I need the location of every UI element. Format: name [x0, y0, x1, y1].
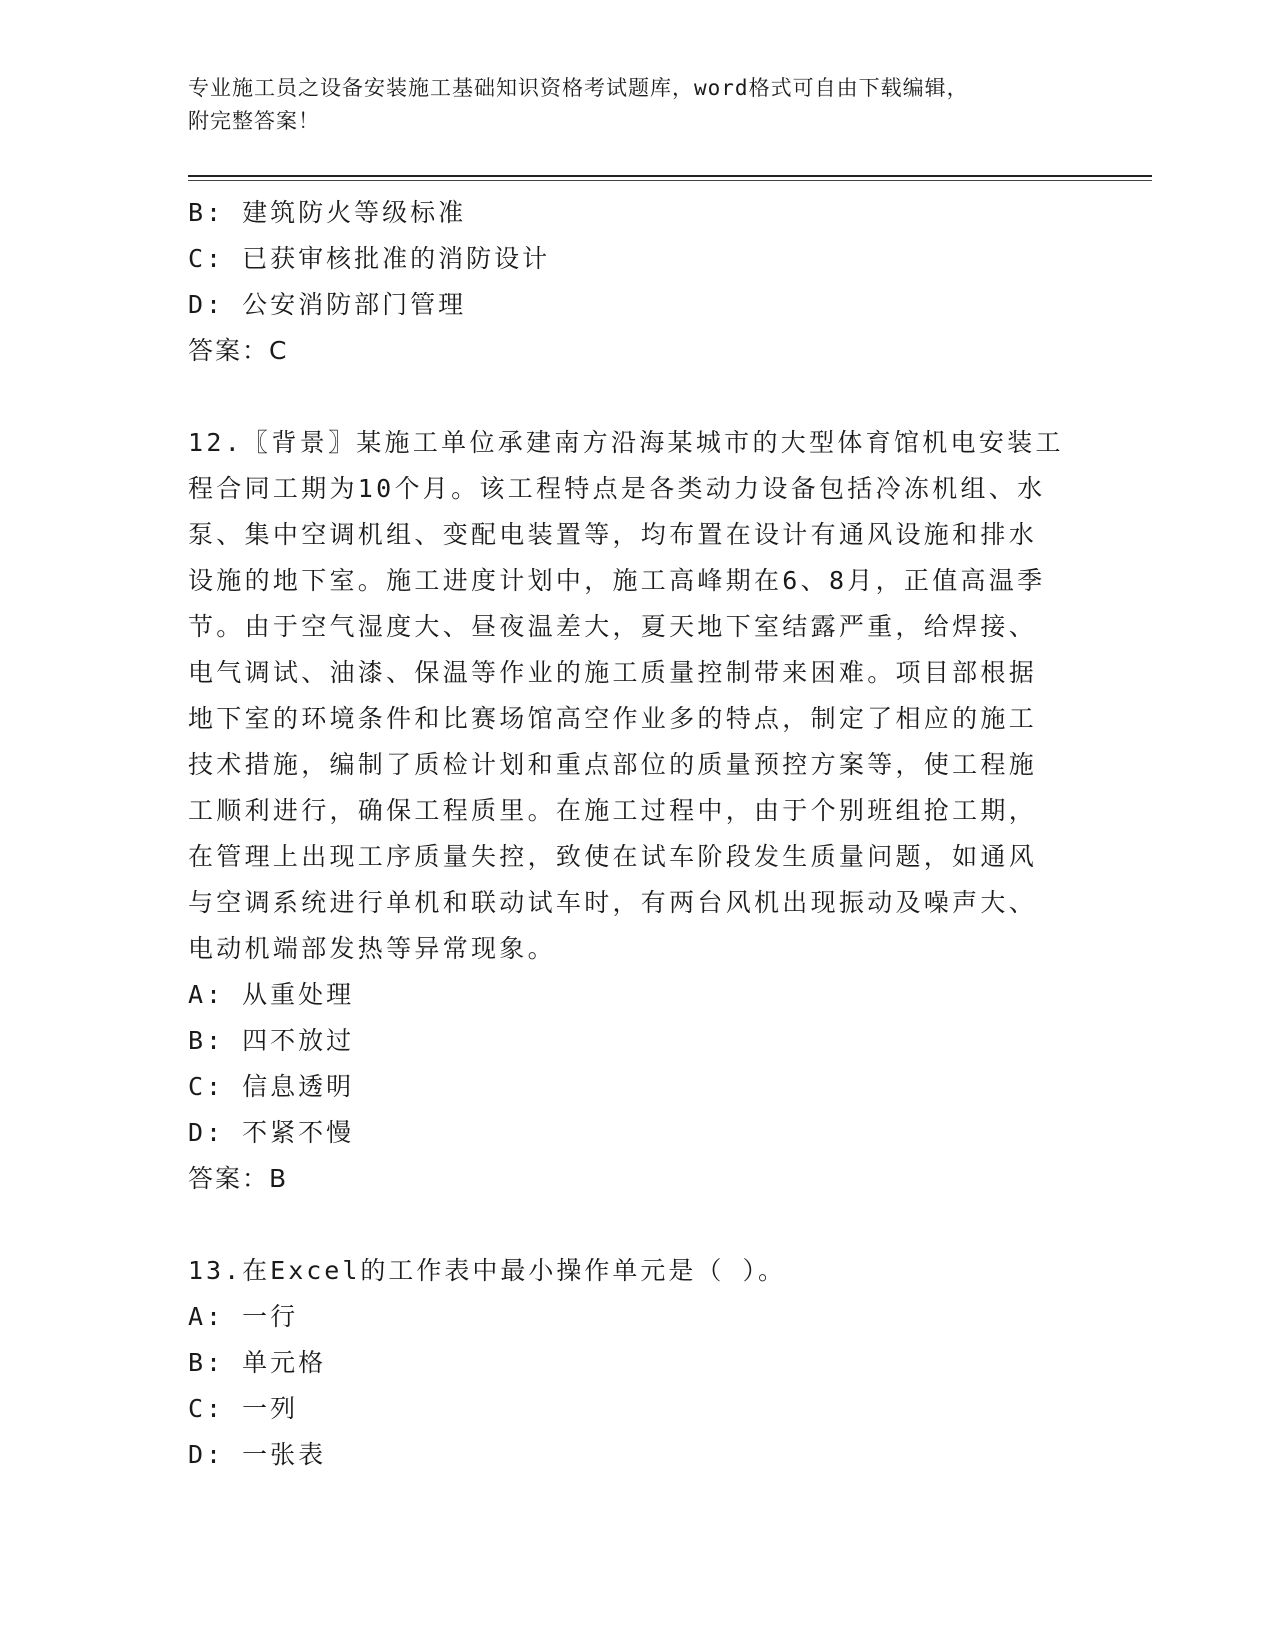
question-13-option-b: B: 单元格 — [188, 1348, 327, 1377]
question-12-stem-line: 12.〖背景〗某施工单位承建南方沿海某城市的大型体育馆机电安装工 — [188, 428, 1064, 457]
question-11-option-b: B: 建筑防火等级标准 — [188, 198, 467, 227]
question-12-stem-line: 电动机端部发热等异常现象。 — [188, 934, 556, 963]
question-12-stem-line: 工顺利进行，确保工程质里。在施工过程中，由于个别班组抢工期， — [188, 796, 1038, 825]
question-11-answer: 答案：C — [188, 336, 289, 365]
question-13-option-d: D: 一张表 — [188, 1440, 327, 1469]
spacer — [188, 374, 1088, 420]
document-body — [188, 190, 1088, 1478]
question-12-answer: 答案：B — [188, 1164, 289, 1193]
question-11-option-c: C: 已获审核批准的消防设计 — [188, 244, 551, 273]
question-12-option-b: B: 四不放过 — [188, 1026, 355, 1055]
question-12-stem-line: 设施的地下室。施工进度计划中，施工高峰期在6、8月，正值高温季 — [188, 566, 1046, 595]
question-11-option-d: D: 公安消防部门管理 — [188, 290, 467, 319]
question-12-option-a: A: 从重处理 — [188, 980, 355, 1009]
header-divider-thin — [188, 180, 1152, 181]
question-12-stem-line: 节。由于空气湿度大、昼夜温差大，夏天地下室结露严重，给焊接、 — [188, 612, 1038, 641]
question-12-option-d: D: 不紧不慢 — [188, 1118, 355, 1147]
document-header — [188, 72, 1068, 138]
question-13-option-c: C: 一列 — [188, 1394, 299, 1423]
question-12-stem — [188, 420, 1088, 972]
header-line-2: 附完整答案！ — [188, 109, 320, 133]
question-13-option-a: A: 一行 — [188, 1302, 299, 1331]
question-13-block — [188, 1248, 1088, 1478]
question-12-option-c: C: 信息透明 — [188, 1072, 355, 1101]
question-11-block — [188, 190, 1088, 374]
header-divider-thick — [188, 175, 1152, 177]
header-line-1: 专业施工员之设备安装施工基础知识资格考试题库，word格式可自由下载编辑， — [188, 76, 969, 100]
question-13-stem: 13.在Excel的工作表中最小操作单元是（ ）。 — [188, 1256, 786, 1285]
question-12-stem-line: 技术措施，编制了质检计划和重点部位的质量预控方案等，使工程施 — [188, 750, 1038, 779]
spacer — [188, 1202, 1088, 1248]
question-12-stem-line: 与空调系统进行单机和联动试车时，有两台风机出现振动及噪声大、 — [188, 888, 1038, 917]
question-12-stem-line: 泵、集中空调机组、变配电装置等，均布置在设计有通风设施和排水 — [188, 520, 1038, 549]
question-12-stem-line: 在管理上出现工序质量失控，致使在试车阶段发生质量问题，如通风 — [188, 842, 1038, 871]
question-12-stem-line: 电气调试、油漆、保温等作业的施工质量控制带来困难。项目部根据 — [188, 658, 1038, 687]
question-12-stem-line: 地下室的环境条件和比赛场馆高空作业多的特点，制定了相应的施工 — [188, 704, 1038, 733]
question-12-stem-line: 程合同工期为10个月。该工程特点是各类动力设备包括冷冻机组、水 — [188, 474, 1046, 503]
question-12-block — [188, 420, 1088, 1202]
